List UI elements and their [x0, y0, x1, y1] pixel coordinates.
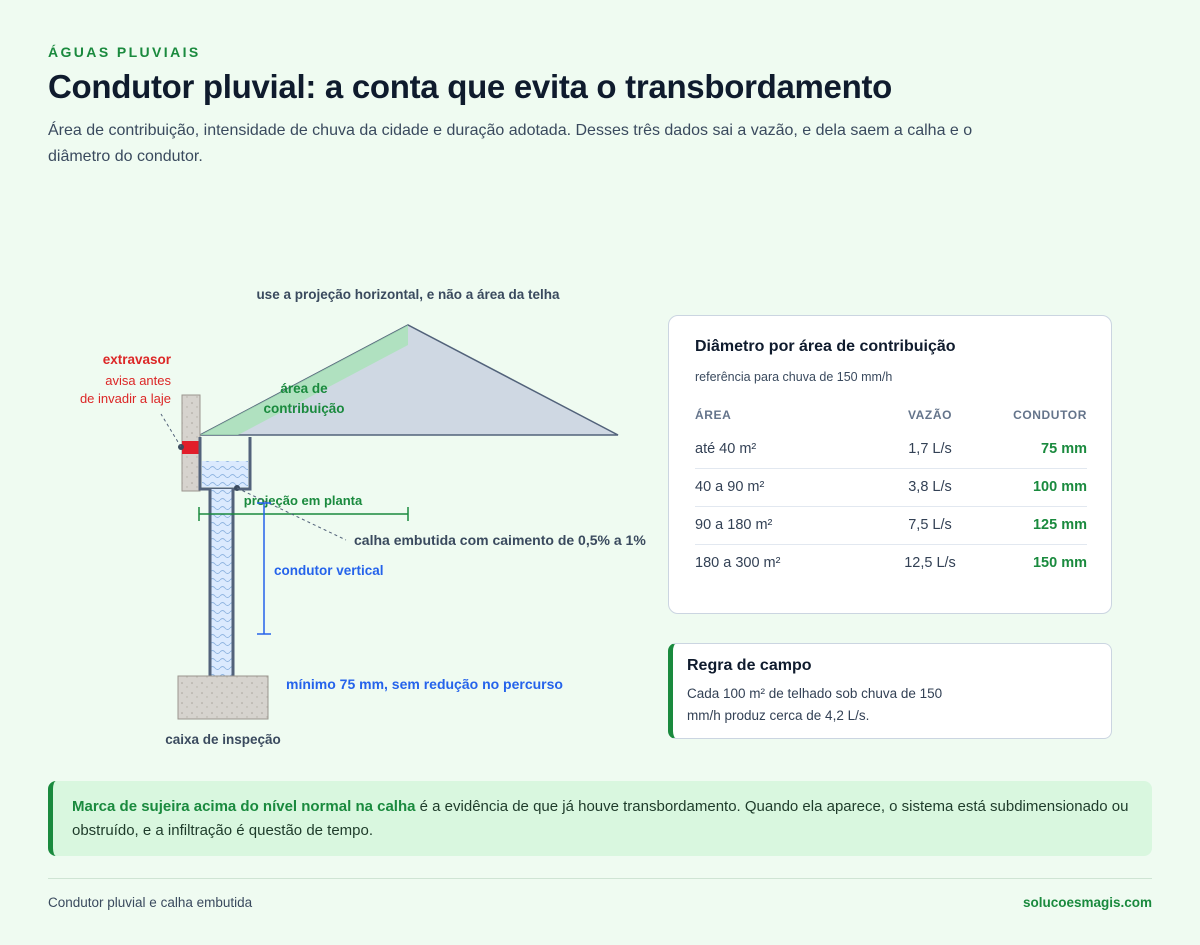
cell-area: 90 a 180 m²: [695, 506, 855, 544]
cell-flow: 3,8 L/s: [855, 468, 1005, 506]
footer-divider: [48, 878, 1152, 879]
cell-flow: 12,5 L/s: [904, 555, 956, 572]
page-subtitle: Área de contribuição, intensidade de chuva da cidade e duração adotada. Desses três dados sai a vazão, e dela saem a calha e o diâmetro do condutor.: [48, 122, 973, 165]
callout-bold: Marca de sujeira acima do nível normal na calha: [72, 798, 416, 815]
inspection-box: [178, 676, 268, 719]
area-label-line2: contribuição: [263, 401, 345, 416]
roof-note: use a projeção horizontal, e não a área da telha: [256, 287, 560, 302]
area-label-line1: área de: [280, 381, 328, 396]
header-flow: VAZÃO: [907, 408, 953, 422]
table-row: [695, 544, 1087, 582]
cell-flow: 7,5 L/s: [855, 506, 1005, 544]
overflow-spout: [182, 441, 200, 454]
callout-text: [72, 795, 1142, 843]
cell-flow: 1,7 L/s: [855, 430, 1005, 468]
projection-label: projeção em planta: [243, 493, 363, 508]
pipe-label: condutor vertical: [274, 563, 384, 578]
cell-pipe: 125 mm: [1005, 506, 1087, 544]
overflow-line1: avisa antes: [105, 373, 171, 388]
footer-caption: Condutor pluvial e calha embutida: [48, 895, 253, 910]
header-pipe: CONDUTOR: [1013, 408, 1087, 422]
cell-pipe: 100 mm: [1005, 468, 1087, 506]
warning-callout: [48, 781, 1152, 856]
cell-pipe: 75 mm: [1005, 430, 1087, 468]
roof-drainage-diagram: [0, 270, 660, 760]
cell-area: 40 a 90 m²: [695, 468, 855, 506]
field-rule-body: Cada 100 m² de telhado sob chuva de 150 mm/h produz cerca de 4,2 L/s.: [687, 686, 943, 723]
cell-area: 180 a 300 m²: [695, 555, 781, 572]
cell-area: até 40 m²: [695, 430, 855, 468]
table-row: [695, 506, 1087, 544]
inspection-box-label: caixa de inspeção: [165, 732, 281, 747]
table-row: [695, 468, 1087, 506]
diameter-table: [695, 400, 1087, 582]
diameter-table-card: [668, 315, 1112, 614]
minimum-diameter-label: mínimo 75 mm, sem redução no percurso: [286, 676, 563, 692]
field-rule-title: Regra de campo: [687, 657, 812, 674]
table-header-row: [695, 400, 1087, 430]
header-area: ÁREA: [695, 408, 732, 422]
overflow-title: extravasor: [102, 352, 171, 367]
overflow-line2: de invadir a laje: [79, 391, 171, 406]
callout-body: é a evidência de que já houve transbordamento. Quando ela aparece, o sistema está subdimensionado ou obstruído, e a infiltração é questão de tempo.: [72, 798, 1129, 839]
eyebrow: ÁGUAS PLUVIAIS: [48, 44, 201, 60]
field-rule-card: [668, 643, 1112, 739]
footer-site-link[interactable]: solucoesmagis.com: [1022, 895, 1152, 910]
gutter-label: calha embutida com caimento de 0,5% a 1%: [354, 532, 646, 548]
table-card-subtitle: referência para chuva de 150 mm/h: [695, 370, 893, 384]
table-row: [695, 430, 1087, 468]
table-card-title: Diâmetro por área de contribuição: [695, 338, 956, 355]
page-title: Condutor pluvial: a conta que evita o transbordamento: [48, 68, 893, 105]
cell-pipe: 150 mm: [1032, 555, 1087, 572]
